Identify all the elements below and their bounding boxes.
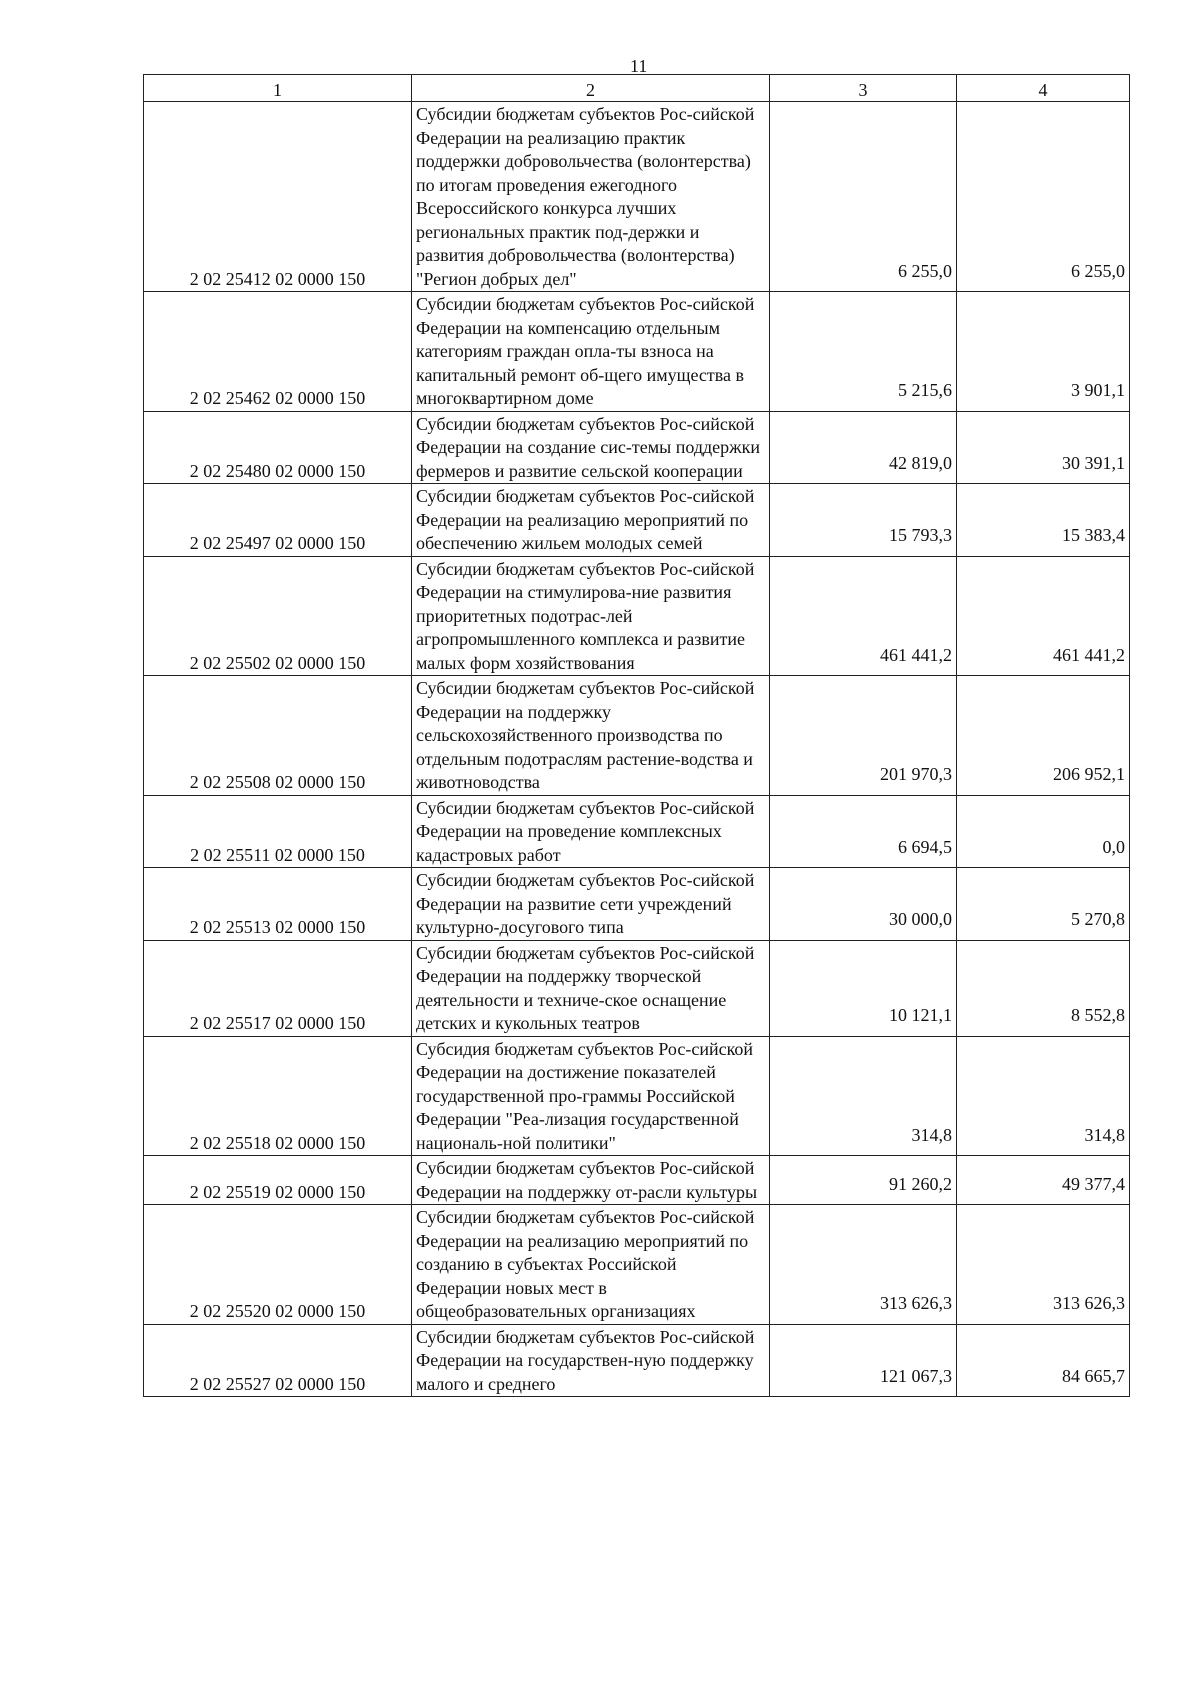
- table-row: [144, 940, 1130, 1036]
- column-header-1: 1: [144, 75, 412, 102]
- table-row: [144, 556, 1130, 676]
- table-row: [144, 484, 1130, 557]
- amount-col3-cell: 30 000,0: [889, 909, 952, 929]
- amount-col4-cell: 206 952,1: [1053, 764, 1125, 784]
- budget-revenue-table: [143, 74, 1130, 1397]
- amount-col4-cell: 6 255,0: [1071, 260, 1125, 281]
- description-cell: Субсидии бюджетам субъектов Рос-сийской Федерации на реализацию мероприятий по обеспечению жильем молодых семей: [412, 484, 770, 557]
- table-row: [144, 795, 1130, 868]
- amount-col4-cell: 0,0: [1102, 836, 1125, 857]
- amount-col3-cell: 6 255,0: [898, 260, 952, 281]
- budget-code-cell: 2 02 25513 02 0000 150: [144, 868, 412, 941]
- description-cell: Субсидии бюджетам субъектов Рос-сийской Федерации на развитие сети учреждений культурно-досугового типа: [412, 868, 770, 941]
- table-row: [144, 102, 1130, 292]
- column-header-4: 4: [957, 75, 1130, 102]
- amount-col3-cell: 10 121,1: [889, 1005, 952, 1025]
- description-cell: Субсидии бюджетам субъектов Рос-сийской Федерации на поддержку сельскохозяйственного производства по отдельным подотраслям растение-водства и животноводства: [412, 676, 770, 796]
- page-number: 11: [630, 56, 648, 76]
- amount-col3-cell: 6 694,5: [898, 836, 952, 857]
- amount-col3-cell: 313 626,3: [880, 1293, 952, 1313]
- amount-col3-cell: 121 067,3: [880, 1365, 952, 1386]
- budget-code-cell: 2 02 25520 02 0000 150: [144, 1205, 412, 1325]
- table-row: [144, 868, 1130, 941]
- description-cell: Субсидии бюджетам субъектов Рос-сийской Федерации на стимулирова-ние развития приоритетных подотрас-лей агропромышленного комплекса и развитие малых форм хозяйствования: [412, 556, 770, 676]
- amount-col3-cell: 201 970,3: [880, 764, 952, 784]
- description-cell: Субсидии бюджетам субъектов Рос-сийской Федерации на создание сис-темы поддержки фермеров и развитие сельской кооперации: [412, 411, 770, 484]
- description-cell: Субсидии бюджетам субъектов Рос-сийской Федерации на реализацию практик поддержки добровольчества (волонтерства) по итогам проведения ежегодного Всероссийского конкурса лучших региональных практик под-держки и развития добровольчества (волонтерства) "Регион добрых дел": [412, 102, 770, 292]
- table-row: [144, 1156, 1130, 1205]
- budget-code-cell: 2 02 25508 02 0000 150: [144, 676, 412, 796]
- table-row: [144, 676, 1130, 796]
- amount-col4-cell: 5 270,8: [1071, 909, 1125, 929]
- description-cell: Субсидии бюджетам субъектов Рос-сийской Федерации на проведение комплексных кадастровых работ: [412, 795, 770, 868]
- table-row: [144, 292, 1130, 412]
- amount-col4-cell: 313 626,3: [1053, 1293, 1125, 1313]
- budget-code-cell: 2 02 25527 02 0000 150: [144, 1324, 412, 1397]
- amount-col3-cell: 5 215,6: [898, 380, 952, 400]
- table-header-row: [144, 75, 1130, 102]
- description-cell: Субсидии бюджетам субъектов Рос-сийской Федерации на реализацию мероприятий по созданию в субъектах Российской Федерации новых мест в общеобразовательных организациях: [412, 1205, 770, 1325]
- budget-code-cell: 2 02 25517 02 0000 150: [144, 940, 412, 1036]
- amount-col3-cell: 42 819,0: [889, 452, 952, 473]
- amount-col4-cell: 461 441,2: [1053, 644, 1125, 665]
- budget-code-cell: 2 02 25511 02 0000 150: [144, 795, 412, 868]
- budget-code-cell: 2 02 25412 02 0000 150: [144, 102, 412, 292]
- table-row: [144, 1205, 1130, 1325]
- amount-col4-cell: 15 383,4: [1062, 525, 1125, 545]
- table-row: [144, 1036, 1130, 1156]
- budget-code-cell: 2 02 25480 02 0000 150: [144, 411, 412, 484]
- description-cell: Субсидии бюджетам субъектов Рос-сийской Федерации на государствен-ную поддержку малого и среднего: [412, 1324, 770, 1397]
- amount-col4-cell: 49 377,4: [1062, 1173, 1125, 1194]
- amount-col3-cell: 15 793,3: [889, 525, 952, 545]
- amount-col3-cell: 314,8: [911, 1124, 952, 1145]
- budget-code-cell: 2 02 25518 02 0000 150: [144, 1036, 412, 1156]
- description-cell: Субсидия бюджетам субъектов Рос-сийской Федерации на достижение показателей государственной про-граммы Российской Федерации "Реа-лизация государственной националь-ной политики": [412, 1036, 770, 1156]
- amount-col4-cell: 314,8: [1084, 1124, 1125, 1145]
- budget-code-cell: 2 02 25519 02 0000 150: [144, 1156, 412, 1205]
- description-cell: Субсидии бюджетам субъектов Рос-сийской Федерации на компенсацию отдельным категориям граждан опла-ты взноса на капитальный ремонт об-щего имущества в многоквартирном доме: [412, 292, 770, 412]
- description-cell: Субсидии бюджетам субъектов Рос-сийской Федерации на поддержку от-расли культуры: [412, 1156, 770, 1205]
- column-header-2: 2: [412, 75, 770, 102]
- budget-code-cell: 2 02 25497 02 0000 150: [144, 484, 412, 557]
- amount-col4-cell: 30 391,1: [1062, 452, 1125, 473]
- budget-code-cell: 2 02 25462 02 0000 150: [144, 292, 412, 412]
- budget-code-cell: 2 02 25502 02 0000 150: [144, 556, 412, 676]
- amount-col3-cell: 461 441,2: [880, 644, 952, 665]
- table-row: [144, 411, 1130, 484]
- column-header-3: 3: [770, 75, 957, 102]
- amount-col4-cell: 84 665,7: [1062, 1365, 1125, 1386]
- amount-col4-cell: 8 552,8: [1071, 1005, 1125, 1025]
- description-cell: Субсидии бюджетам субъектов Рос-сийской Федерации на поддержку творческой деятельности и техниче-ское оснащение детских и кукольных театров: [412, 940, 770, 1036]
- table-body: [144, 102, 1130, 1397]
- table-row: [144, 1324, 1130, 1397]
- amount-col4-cell: 3 901,1: [1071, 380, 1125, 400]
- amount-col3-cell: 91 260,2: [889, 1173, 952, 1194]
